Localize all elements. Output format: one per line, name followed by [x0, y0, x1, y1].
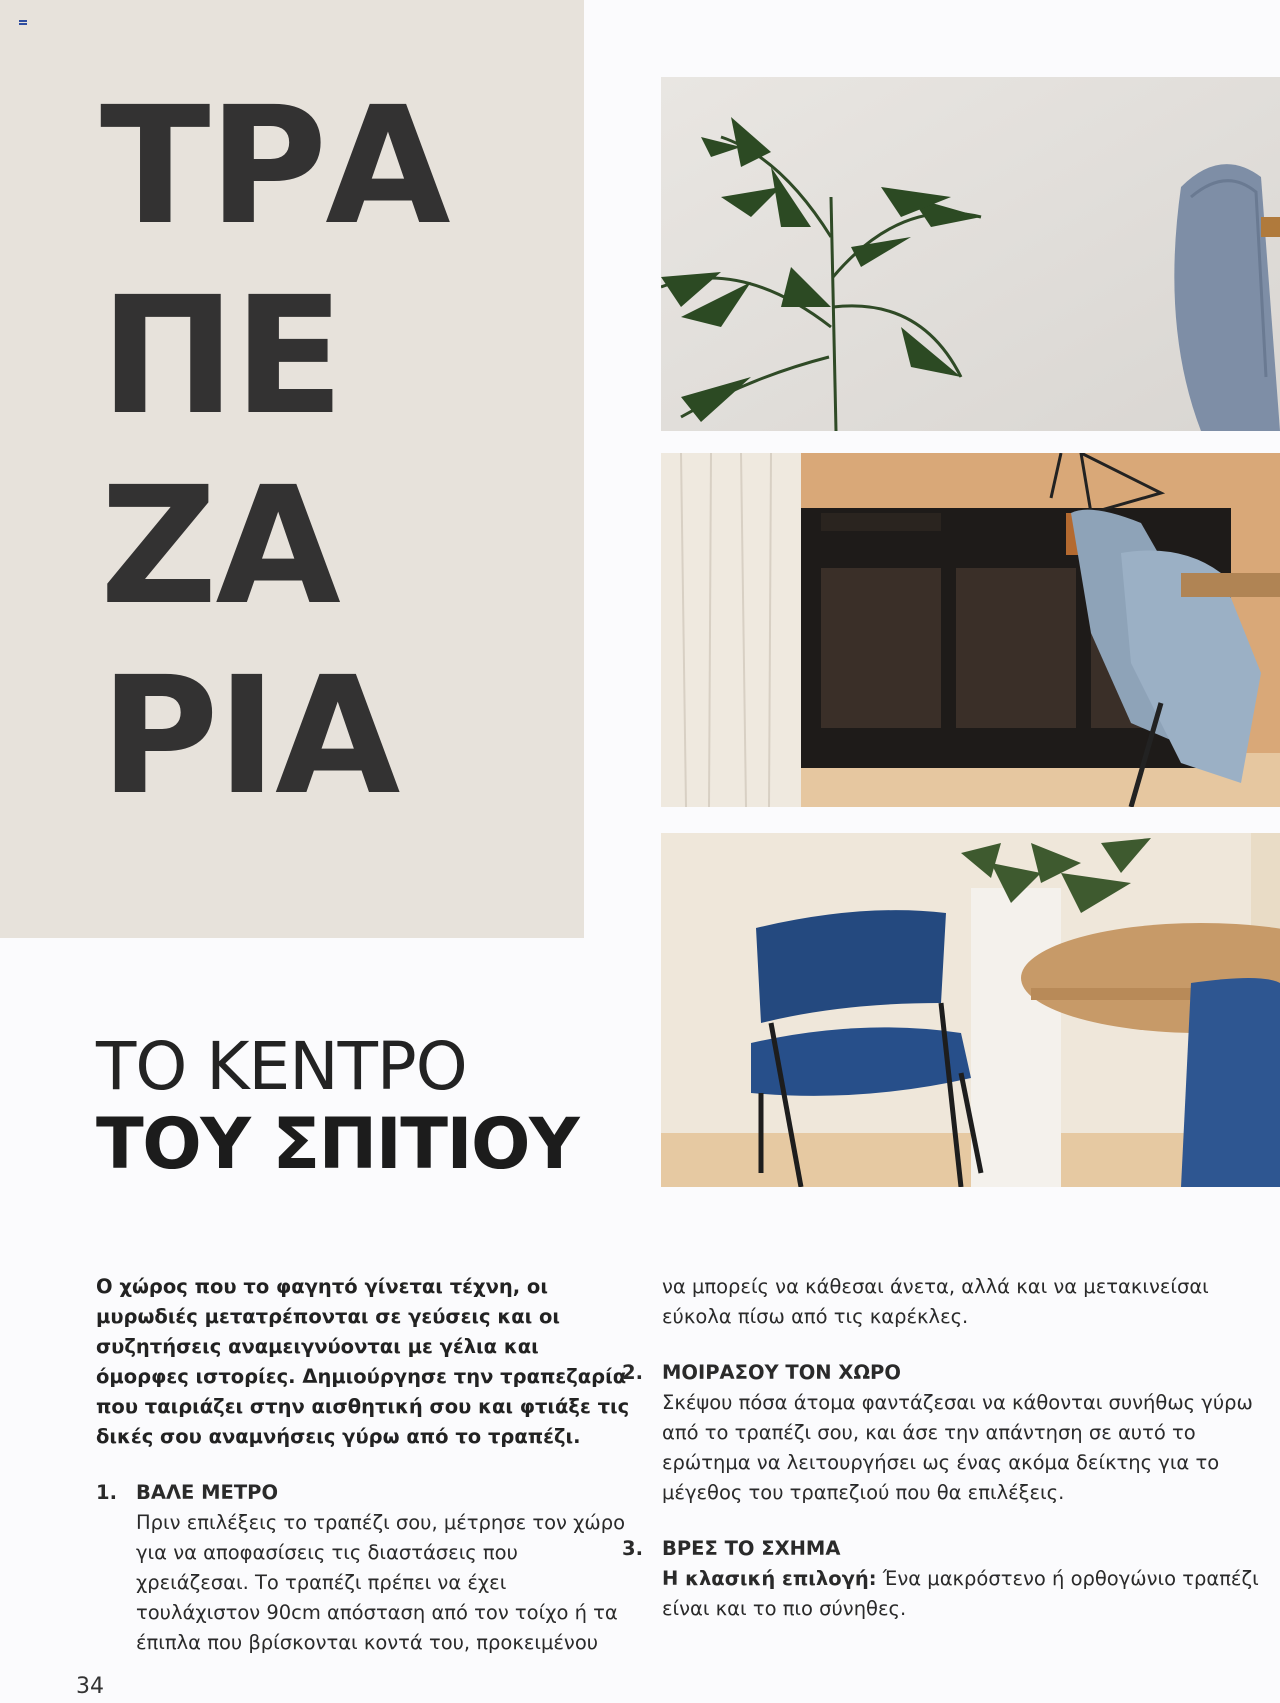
big-title-line: ΠΕ [100, 263, 343, 451]
section-number: 1. [96, 1481, 117, 1504]
page-number: 34 [76, 1674, 104, 1699]
photo-sideboard-chairs [661, 453, 1280, 807]
title-panel [0, 0, 584, 938]
photo-illustration [661, 453, 1280, 807]
photo-blue-chair-table [661, 833, 1280, 1187]
text-column-right [622, 1272, 1262, 1624]
section-number: 3. [622, 1537, 643, 1560]
section-body-text: Ένα μακρόστενο ή ορθογώνιο τραπέζι είναι και το πιο σύνηθες. [662, 1567, 1259, 1620]
photo-illustration [661, 833, 1280, 1187]
section-title: ΒΡΕΣ ΤΟ ΣΧΗΜΑ [662, 1537, 841, 1560]
photo-illustration [661, 77, 1280, 431]
section-body: να μπορείς να κάθεσαι άνετα, αλλά και να μετακινείσαι εύκολα πίσω από τις καρέκλες. [662, 1275, 1209, 1328]
section-body [662, 1564, 1262, 1624]
headline-light: ΤΟ ΚΕΝΤΡΟ [96, 1028, 467, 1105]
section-measure [96, 1478, 636, 1658]
section-measure-continued [622, 1272, 1262, 1332]
headline-bold: ΤΟΥ ΣΠΙΤΙΟΥ [96, 1103, 579, 1185]
section-number: 2. [622, 1361, 643, 1384]
big-title-line: ΡΙΑ [100, 643, 399, 831]
section-body: Πριν επιλέξεις το τραπέζι σου, μέτρησε τον χώρο για να αποφασίσεις τις διαστάσεις που χρειάζεσαι. Το τραπέζι πρέπει να έχει τουλάχιστον 90cm απόσταση από τον τοίχο ή τα έπιπλα που βρίσκονται κοντά του, προκειμένου [136, 1511, 626, 1654]
menu-icon[interactable] [19, 20, 27, 27]
text-column-left [96, 1272, 636, 1658]
photo-plant-grey-chair [661, 77, 1280, 431]
big-title-line: ΖΑ [100, 453, 339, 641]
big-title-line: ΤΡΑ [100, 73, 449, 261]
section-title: ΜΟΙΡΑΣΟΥ ΤΟΝ ΧΩΡΟ [662, 1361, 901, 1384]
bold-lead: Η κλασική επιλογή: [662, 1567, 877, 1590]
section-body: Σκέψου πόσα άτομα φαντάζεσαι να κάθονται συνήθως γύρω από το τραπέζι σου, και άσε την απάντηση σε αυτό το ερώτημα να λειτουργήσει ως ένας ακόμα δείκτης για το μέγεθος του τραπεζιού που θα επιλέξεις. [662, 1391, 1253, 1504]
section-title: ΒΑΛΕ ΜΕΤΡΟ [136, 1481, 279, 1504]
big-title [100, 72, 449, 832]
section-share-space [622, 1358, 1262, 1508]
section-find-shape [622, 1534, 1262, 1624]
headline [96, 1028, 578, 1186]
intro-paragraph: Ο χώρος που το φαγητό γίνεται τέχνη, οι μυρωδιές μετατρέπονται σε γεύσεις και οι συζητήσεις αναμειγνύονται με γέλια και όμορφες ιστορίες. Δημιούργησε την τραπεζαρία που ταιριάζει στην αισθητική σου και φτιάξε τις δικές σου αναμνήσεις γύρω από το τραπέζι. [96, 1275, 630, 1448]
